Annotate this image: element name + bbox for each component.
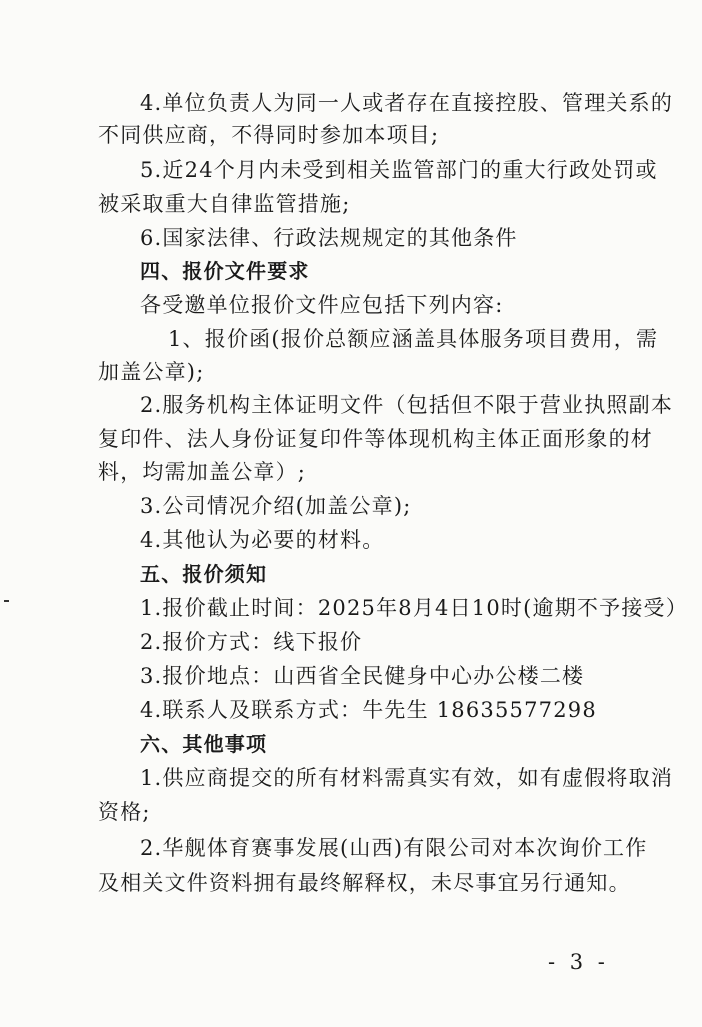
body-line-4: 被采取重大自律监管措施; <box>98 192 351 216</box>
body-line-18: 3.报价地点：山西省全民健身中心办公楼二楼 <box>140 664 585 688</box>
body-line-5: 6.国家法律、行政法规规定的其他条件 <box>140 226 518 250</box>
body-line-22: 资格; <box>98 800 151 824</box>
body-line-2: 不同供应商，不得同时参加本项目; <box>98 123 440 147</box>
section-heading-6: 六、其他事项 <box>140 732 268 756</box>
body-line-10: 2.服务机构主体证明文件（包括但不限于营业执照副本 <box>140 393 674 417</box>
body-line-23: 2.华舰体育赛事发展(山西)有限公司对本次询价工作 <box>140 836 648 860</box>
body-line-12: 料，均需加盖公章）; <box>98 460 307 484</box>
body-line-13: 3.公司情况介绍(加盖公章); <box>140 494 412 518</box>
body-line-8: 1、报价函(报价总额应涵盖具体服务项目费用，需 <box>168 327 659 351</box>
body-line-24: 及相关文件资料拥有最终解释权，未尽事宜另行通知。 <box>98 871 631 895</box>
body-line-17: 2.报价方式：线下报价 <box>140 630 363 654</box>
body-line-9: 加盖公章); <box>98 360 205 384</box>
body-line-11: 复印件、法人身份证复印件等体现机构主体正面形象的材 <box>98 427 653 451</box>
margin-mark <box>4 600 9 602</box>
section-heading-4: 四、报价文件要求 <box>140 259 310 283</box>
body-line-16: 1.报价截止时间：2025年8月4日10时(逾期不予接受） <box>140 596 688 620</box>
body-line-19: 4.联系人及联系方式：牛先生 18635577298 <box>140 698 597 722</box>
body-line-7: 各受邀单位报价文件应包括下列内容: <box>140 293 504 317</box>
section-heading-5: 五、报价须知 <box>140 562 268 586</box>
body-line-14: 4.其他认为必要的材料。 <box>140 528 385 552</box>
body-line-3: 5.近24个月内未受到相关监管部门的重大行政处罚或 <box>140 158 658 182</box>
body-line-21: 1.供应商提交的所有材料需真实有效，如有虚假将取消 <box>140 766 674 790</box>
body-line-1: 4.单位负责人为同一人或者存在直接控股、管理关系的 <box>140 91 674 115</box>
page-number: - 3 - <box>548 950 609 974</box>
